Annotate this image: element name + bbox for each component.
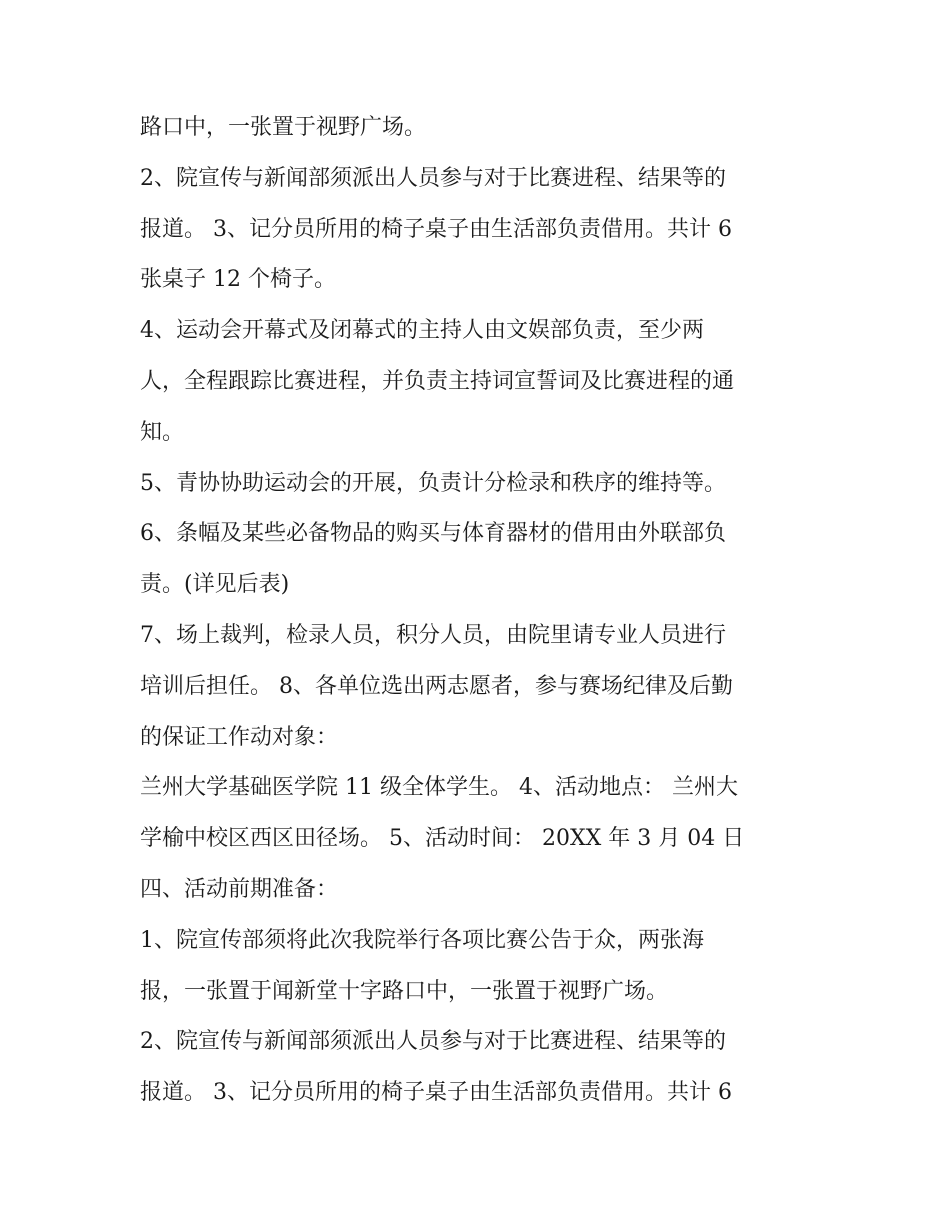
- text-line-8: 5、青协协助运动会的开展，负责计分检录和秩序的维持等。: [140, 470, 726, 496]
- text-line-17: 1、院宣传部须将此次我院举行各项比赛公告于众，两张海: [140, 927, 704, 953]
- text-line-13: 的保证工作动对象：: [140, 724, 339, 750]
- text-line-11: 7、场上裁判，检录人员，积分人员，由院里请专业人员进行: [140, 622, 726, 648]
- text-line-5: 4、运动会开幕式及闭幕式的主持人由文娱部负责，至少两: [140, 318, 704, 344]
- text-line-16: 四、活动前期准备：: [140, 876, 339, 902]
- document-body: [140, 103, 820, 1119]
- text-line-20: 报道。 3、记分员所用的椅子桌子由生活部负责借用。共计 6: [140, 1080, 732, 1106]
- text-line-19: 2、院宣传与新闻部须派出人员参与对于比赛进程、结果等的: [140, 1029, 726, 1055]
- text-line-6: 人，全程跟踪比赛进程，并负责主持词宣誓词及比赛进程的通: [140, 368, 735, 394]
- text-line-7: 知。: [140, 419, 185, 445]
- text-line-9: 6、条幅及某些必备物品的购买与体育器材的借用由外联部负: [140, 521, 726, 547]
- text-line-4: 张桌子 12 个椅子。: [140, 267, 336, 293]
- text-line-18: 报，一张置于闻新堂十字路口中，一张置于视野广场。: [140, 978, 669, 1004]
- text-line-2: 2、院宣传与新闻部须派出人员参与对于比赛进程、结果等的: [140, 165, 726, 191]
- text-line-12: 培训后担任。 8、各单位选出两志愿者，参与赛场纪律及后勤: [140, 673, 733, 699]
- text-line-1: 路口中，一张置于视野广场。: [140, 115, 427, 140]
- text-line-15: 学榆中校区西区田径场。 5、活动时间： 20XX 年 3 月 04 日: [140, 826, 745, 852]
- text-line-14: 兰州大学基础医学院 11 级全体学生。 4、活动地点： 兰州大: [140, 775, 738, 801]
- text-line-10: 责。(详见后表): [140, 572, 290, 598]
- text-line-3: 报道。 3、记分员所用的椅子桌子由生活部负责借用。共计 6: [140, 216, 732, 242]
